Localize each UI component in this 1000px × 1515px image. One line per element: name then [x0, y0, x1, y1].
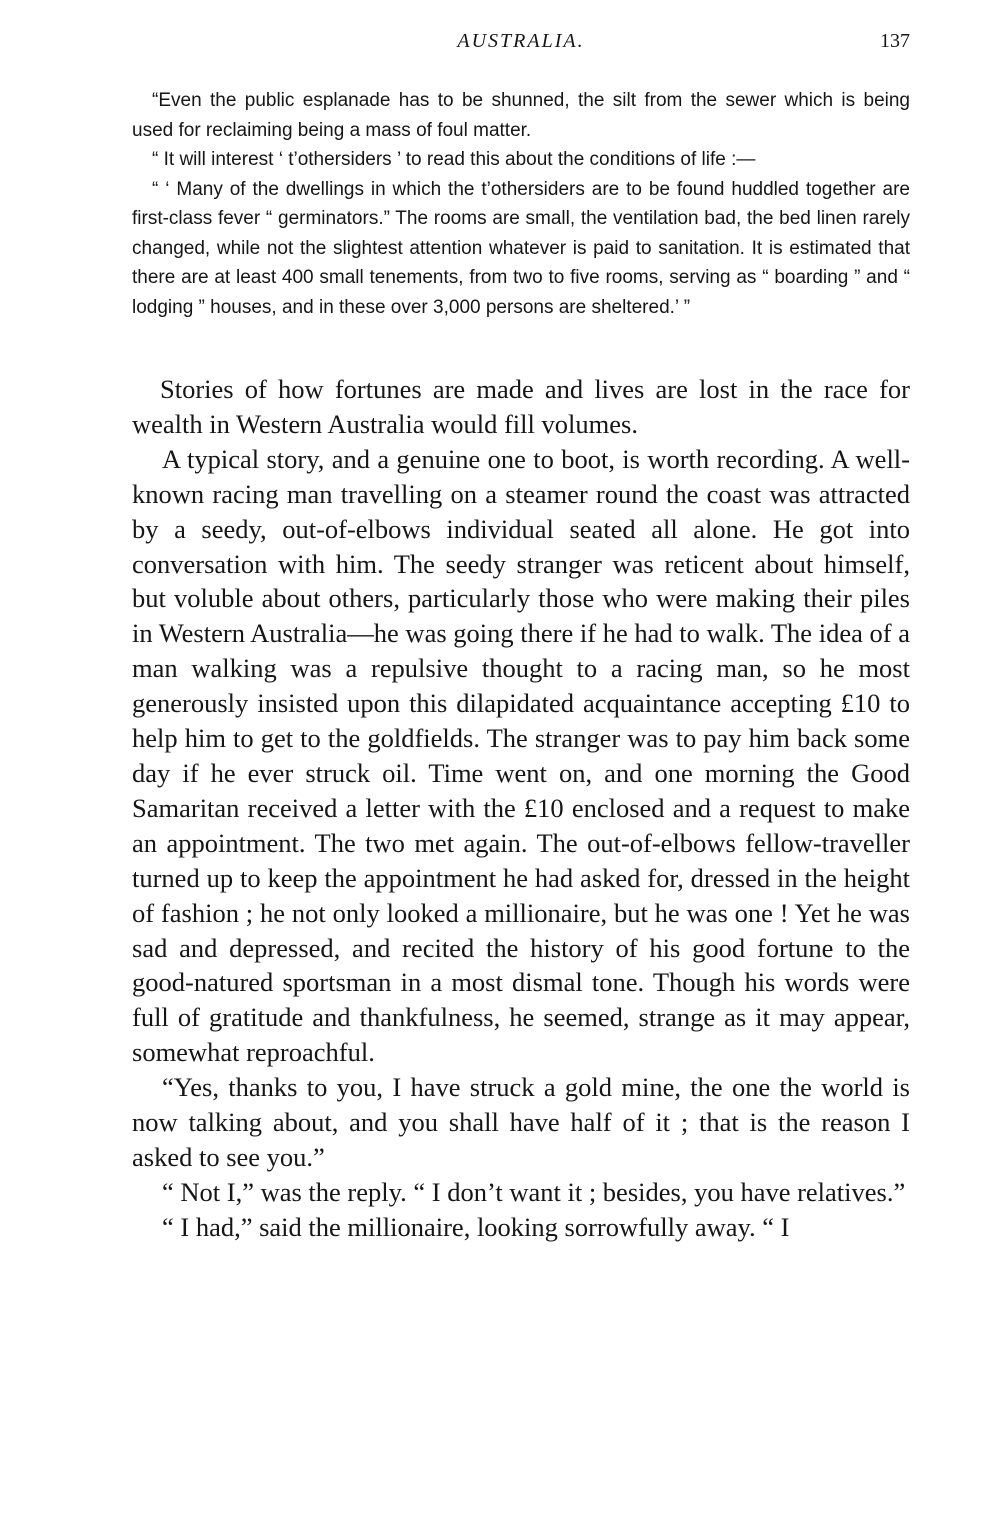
- running-head: [132, 30, 910, 60]
- quote-paragraph: “Even the public esplanade has to be shunned, the silt from the sewer which is being used for reclaiming being a mass of foul matter.: [132, 90, 910, 141]
- quote-paragraph: “ ‘ Many of the dwellings in which the t’othersiders are to be found huddled together are first-class fever “ germinators.” The rooms are small, the ventilation bad, the bed linen rarely changed, while not the slightest attention whatever is paid to sanitation. It is estimated that there are at least 400 small tenements, from two to five rooms, serving as “ boarding ” and “ lodging ” houses, and in these over 3,000 persons are sheltered.’ ”: [132, 178, 910, 318]
- quoted-extract: [132, 86, 910, 322]
- page-number: 137: [880, 30, 910, 52]
- body-paragraph: “ I had,” said the millionaire, looking sorrowfully away. “ I: [162, 1211, 790, 1242]
- body-paragraph: “ Not I,” was the reply. “ I don’t want it ; besides, you have relatives.”: [162, 1176, 906, 1207]
- body-paragraph: Stories of how fortunes are made and lives are lost in the race for wealth in Western Australia would fill volumes.: [132, 374, 910, 439]
- running-title: AUSTRALIA.: [457, 30, 585, 52]
- body-text: [132, 372, 910, 1245]
- body-paragraph: “Yes, thanks to you, I have struck a gold mine, the one the world is now talking about, and you shall have half of it ; that is the reason I asked to see you.”: [132, 1072, 910, 1172]
- body-paragraph: A typical story, and a genuine one to boot, is worth recording. A well-known racing man travelling on a steamer round the coast was attracted by a seedy, out-of-elbows individual seated all alone. He got into conversation with him. The seedy stranger was reticent about himself, but voluble about others, particularly those who were making their piles in Western Australia—he was going there if he had to walk. The idea of a man walking was a repulsive thought to a racing man, so he most generously insisted upon this dilapidated acquaintance accepting £10 to help him to get to the goldfields. The stranger was to pay him back some day if he ever struck oil. Time went on, and one morning the Good Samaritan received a letter with the £10 enclosed and a request to make an appointment. The two met again. The out-of-elbows fellow-traveller turned up to keep the appointment he had asked for, dressed in the height of fashion ; he not only looked a millionaire, but he was one ! Yet he was sad and depressed, and recited the history of his good fortune to the good-natured sportsman in a most dismal tone. Though his words were full of gratitude and thankfulness, he seemed, strange as it may appear, somewhat reproachful.: [132, 443, 910, 1068]
- quote-paragraph: “ It will interest ‘ t’othersiders ’ to read this about the conditions of life :—: [152, 149, 756, 170]
